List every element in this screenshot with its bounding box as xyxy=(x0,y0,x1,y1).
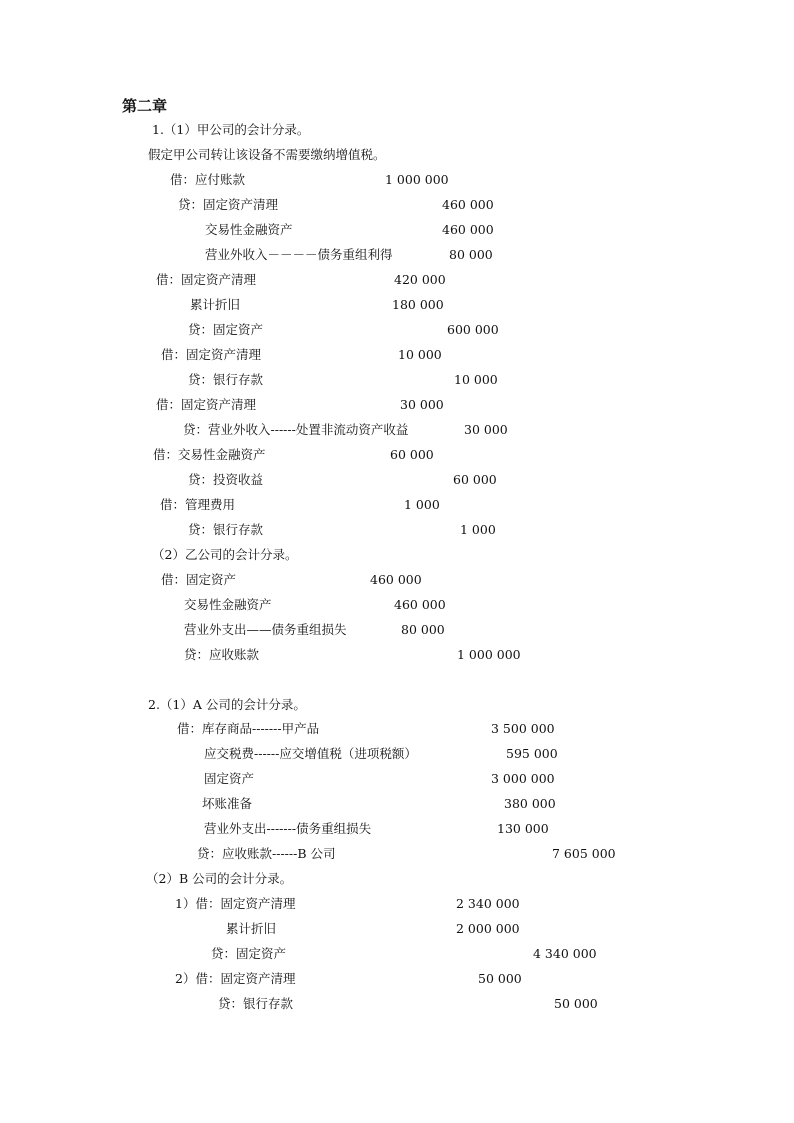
q1-e5-debit-amount: 60 000 xyxy=(390,447,434,462)
q1-e2-credit-amount: 600 000 xyxy=(447,322,499,337)
q1-e5-credit-account: 贷：投资收益 xyxy=(188,472,264,487)
q1-e7-debit-amount-1: 460 000 xyxy=(370,572,422,587)
q2-e2-debit-account-2: 累计折旧 xyxy=(226,921,277,936)
q2-e1-debit-account-1: 借：库存商品-------甲产品 xyxy=(177,721,320,736)
q2-heading-b: （2）B 公司的会计分录。 xyxy=(146,871,293,886)
q1-e7-credit-account: 贷：应收账款 xyxy=(184,647,260,662)
q1-e1-credit-amount-3: 80 000 xyxy=(449,247,493,262)
q1-e7-debit-account-2: 交易性金融资产 xyxy=(184,597,272,612)
q1-e1-credit-amount-2: 460 000 xyxy=(442,222,494,237)
q2-heading-a: 2.（1）A 公司的会计分录。 xyxy=(148,697,306,712)
q1-e5-credit-amount: 60 000 xyxy=(453,472,497,487)
q1-e4-credit-amount: 30 000 xyxy=(464,422,508,437)
q2-e1-debit-account-4: 坏账准备 xyxy=(202,796,253,811)
q1-e6-credit-amount: 1 000 xyxy=(460,522,496,537)
q1-e3-credit-amount: 10 000 xyxy=(454,372,498,387)
q2-e3-debit-amount: 50 000 xyxy=(478,971,522,986)
q1-e3-debit-account: 借：固定资产清理 xyxy=(161,347,262,362)
q1-e2-debit-amount-1: 420 000 xyxy=(394,272,446,287)
q1-e1-credit-account-2: 交易性金融资产 xyxy=(205,222,293,237)
q1-heading-a: 1.（1）甲公司的会计分录。 xyxy=(152,122,310,137)
q1-e1-credit-amount-1: 460 000 xyxy=(442,197,494,212)
q1-e3-debit-amount: 10 000 xyxy=(398,347,442,362)
q2-e1-credit-account: 贷：应收账款------B 公司 xyxy=(197,846,336,861)
q1-e4-credit-account: 贷：营业外收入------处置非流动资产收益 xyxy=(183,422,409,437)
q1-e2-debit-account-2: 累计折旧 xyxy=(190,297,241,312)
q1-e6-debit-amount: 1 000 xyxy=(404,497,440,512)
q1-e3-credit-account: 贷：银行存款 xyxy=(188,372,264,387)
q1-e7-debit-account-3: 营业外支出——债务重组损失 xyxy=(184,622,347,637)
q1-e7-debit-amount-2: 460 000 xyxy=(394,597,446,612)
q2-e1-debit-amount-2: 595 000 xyxy=(506,746,558,761)
q1-e1-credit-account-1: 贷：固定资产清理 xyxy=(178,197,279,212)
q1-e1-debit-account: 借：应付账款 xyxy=(170,172,246,187)
q2-e1-debit-account-5: 营业外支出-------债务重组损失 xyxy=(204,821,372,836)
q2-e2-credit-account: 贷：固定资产 xyxy=(211,946,287,961)
q1-note: 假定甲公司转让该设备不需要缴纳增值税。 xyxy=(148,147,386,162)
q2-e3-credit-amount: 50 000 xyxy=(554,996,598,1011)
q2-e1-credit-amount: 7 605 000 xyxy=(552,846,616,861)
q2-e1-debit-amount-3: 3 000 000 xyxy=(491,771,555,786)
q2-e1-debit-amount-4: 380 000 xyxy=(504,796,556,811)
q2-e2-credit-amount: 4 340 000 xyxy=(533,946,597,961)
q2-e2-debit-amount-2: 2 000 000 xyxy=(456,921,520,936)
q1-e7-credit-amount: 1 000 000 xyxy=(457,647,521,662)
q2-e3-credit-account: 贷：银行存款 xyxy=(218,996,294,1011)
q2-e2-debit-account-1: 1）借：固定资产清理 xyxy=(175,896,296,911)
q1-e4-debit-account: 借：固定资产清理 xyxy=(156,397,257,412)
q2-e1-debit-account-2: 应交税费------应交增值税（进项税额） xyxy=(204,746,417,761)
q1-e4-debit-amount: 30 000 xyxy=(400,397,444,412)
q1-e6-debit-account: 借：管理费用 xyxy=(160,497,236,512)
q2-e1-debit-account-3: 固定资产 xyxy=(204,771,255,786)
q1-e2-debit-account-1: 借：固定资产清理 xyxy=(156,272,257,287)
q2-e1-debit-amount-5: 130 000 xyxy=(497,821,549,836)
chapter-title: 第二章 xyxy=(122,97,168,115)
q2-e2-debit-amount-1: 2 340 000 xyxy=(456,896,520,911)
q1-e2-debit-amount-2: 180 000 xyxy=(392,297,444,312)
q2-e3-debit-account: 2）借：固定资产清理 xyxy=(175,971,296,986)
q1-e1-credit-account-3: 营业外收入－－－－债务重组利得 xyxy=(205,247,393,262)
q1-e1-debit-amount: 1 000 000 xyxy=(385,172,449,187)
q2-e1-debit-amount-1: 3 500 000 xyxy=(491,721,555,736)
q1-e2-credit-account: 贷：固定资产 xyxy=(188,322,264,337)
q1-e5-debit-account: 借：交易性金融资产 xyxy=(153,447,266,462)
q1-e6-credit-account: 贷：银行存款 xyxy=(188,522,264,537)
q1-e7-debit-amount-3: 80 000 xyxy=(401,622,445,637)
q1-heading-b: （2）乙公司的会计分录。 xyxy=(152,547,298,562)
q1-e7-debit-account-1: 借：固定资产 xyxy=(161,572,237,587)
